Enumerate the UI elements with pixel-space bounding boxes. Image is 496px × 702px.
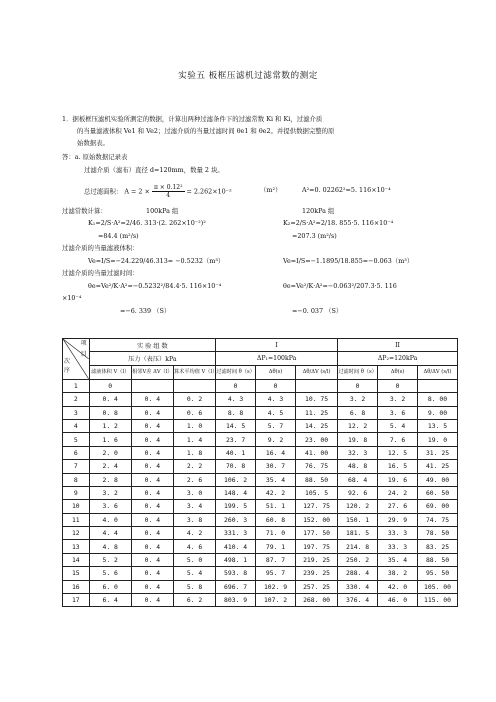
table-cell: 5. 8 [173, 580, 215, 593]
table-cell: 2. 6 [173, 473, 215, 486]
table-cell: 4. 4 [89, 527, 131, 540]
table-row [63, 393, 458, 406]
table-cell: 88. 50 [418, 553, 458, 566]
col-filtrate-volume: 滤液体积 V（l） [89, 365, 131, 379]
filter-cloth-info: 过滤介质（滤布）直径 d=120mm，数量 2 块。 [84, 166, 224, 174]
table-cell: 19. 0 [418, 433, 458, 446]
table-cell: 70. 8 [216, 460, 256, 473]
table-cell: 0. 4 [89, 393, 131, 406]
table-cell: 6. 2 [173, 594, 215, 607]
table-cell: 87. 7 [256, 553, 296, 566]
table-cell: 0. 4 [131, 567, 173, 580]
table-cell: 4. 8 [89, 540, 131, 553]
group2-label: 120kPa 组 [302, 207, 335, 215]
table-cell: 0. 4 [131, 419, 173, 432]
table-cell: 2. 0 [89, 446, 131, 459]
table-cell: 14 [63, 553, 90, 566]
col-average-volume: 算术平均值 V（l） [173, 365, 215, 379]
table-cell: 4 [63, 419, 90, 432]
table-cell: 12 [63, 527, 90, 540]
table-cell: 42. 0 [378, 580, 418, 593]
table-cell: 498. 1 [216, 553, 256, 566]
col-ratio-2: Δθ/ΔV (s/l) [418, 365, 458, 379]
table-cell: 32. 3 [338, 446, 378, 459]
table-cell: 5. 7 [256, 419, 296, 432]
table-cell: 1 [63, 379, 90, 392]
table-cell: 593. 8 [216, 567, 256, 580]
table-cell: 1. 4 [173, 433, 215, 446]
table-cell: 331. 3 [216, 527, 256, 540]
table-row [63, 419, 458, 432]
table-cell [131, 379, 173, 392]
table-cell: 78. 50 [418, 527, 458, 540]
area-lhs: A = 2 × [124, 187, 150, 196]
te2-result: =−0. 037 （S） [292, 307, 343, 315]
table-cell: 16 [63, 580, 90, 593]
col-dtime-1: Δθ(s) [256, 365, 296, 379]
k-calc-label: 过滤常数计算： [62, 207, 107, 215]
table-cell: 3. 6 [89, 500, 131, 513]
table-cell: 3 [63, 406, 90, 419]
table-cell [173, 379, 215, 392]
header-group-2: II [338, 339, 458, 352]
question-line-3: 始数据表。 [77, 139, 109, 147]
table-cell: 9. 00 [418, 406, 458, 419]
table-cell: 6. 0 [89, 580, 131, 593]
table-cell: 88. 50 [295, 473, 337, 486]
table-cell: 268. 00 [295, 594, 337, 607]
table-cell: 38. 2 [378, 567, 418, 580]
table-cell [418, 379, 458, 392]
table-cell: 376. 4 [338, 594, 378, 607]
table-cell: 0. 4 [131, 486, 173, 499]
table-cell: 23. 7 [216, 433, 256, 446]
table-row [63, 500, 458, 513]
table-cell: 181. 5 [338, 527, 378, 540]
k1-result: =84.4 (m²/s) [98, 232, 139, 240]
table-row [63, 513, 458, 526]
table-cell: 10. 75 [295, 393, 337, 406]
table-cell: 0. 4 [131, 433, 173, 446]
table-cell: 17 [63, 594, 90, 607]
table-cell: 3. 8 [173, 513, 215, 526]
table-cell: 410. 4 [216, 540, 256, 553]
table-cell: 33. 3 [378, 527, 418, 540]
table-cell: 803. 9 [216, 594, 256, 607]
table-cell: 13. 5 [418, 419, 458, 432]
table-cell: 41. 25 [418, 460, 458, 473]
area-fraction [152, 184, 185, 199]
table-cell: 0. 4 [131, 594, 173, 607]
table-cell: 5. 4 [173, 567, 215, 580]
table-cell: 330. 4 [338, 580, 378, 593]
header-seq-label-2: 序 [64, 367, 71, 374]
table-cell: 197. 75 [295, 540, 337, 553]
table-cell: 46. 0 [378, 594, 418, 607]
table-row [63, 473, 458, 486]
table-cell: 16. 5 [378, 460, 418, 473]
table-row [63, 433, 458, 446]
table-cell: 49. 00 [418, 473, 458, 486]
table-cell: 35. 4 [256, 473, 296, 486]
table-cell: 4. 2 [173, 527, 215, 540]
table-cell: 48. 8 [338, 460, 378, 473]
col-ratio-1: Δθ/ΔV (s/l) [295, 365, 337, 379]
table-cell: 0. 4 [131, 540, 173, 553]
area-squared: A²=0. 02262²=5. 116×10⁻⁴ [302, 186, 391, 194]
table-cell: 2. 2 [173, 460, 215, 473]
table-cell: 15 [63, 567, 90, 580]
table-cell: 7 [63, 460, 90, 473]
table-row [63, 540, 458, 553]
table-cell: 1. 6 [89, 433, 131, 446]
table-cell: 14. 5 [216, 419, 256, 432]
table-cell: 0. 4 [131, 513, 173, 526]
header-group-1: I [216, 339, 338, 352]
area-unit: （m²） [260, 186, 282, 194]
answer-heading: 答：a. 原始数据记录表 [62, 153, 128, 161]
table-cell: 30. 7 [256, 460, 296, 473]
table-cell: 0. 6 [173, 406, 215, 419]
table-cell: 4. 3 [256, 393, 296, 406]
col-time-2: 过滤时间 θ（s） [338, 365, 378, 379]
table-cell: 0. 4 [131, 473, 173, 486]
header-pressure-2: ΔP₂=120kPa [338, 352, 458, 365]
table-cell: 31. 25 [418, 446, 458, 459]
table-cell: 83. 25 [418, 540, 458, 553]
group1-label: 100kPa 组 [146, 207, 179, 215]
table-row [63, 406, 458, 419]
table-cell: 177. 50 [295, 527, 337, 540]
table-cell: 23. 00 [295, 433, 337, 446]
table-cell: 0 [89, 379, 131, 392]
table-cell: 6. 8 [338, 406, 378, 419]
te1-result: =−6. 339 （S） [120, 307, 171, 315]
table-cell: 260. 3 [216, 513, 256, 526]
table-cell: 0 [256, 379, 296, 392]
table-row [63, 580, 458, 593]
table-cell: 35. 4 [378, 553, 418, 566]
table-cell: 257. 25 [295, 580, 337, 593]
table-cell: 5. 0 [173, 553, 215, 566]
table-cell: 0 [216, 379, 256, 392]
table-cell: 120. 2 [338, 500, 378, 513]
ve2-formula: Ve=I/S=−1.1895/18.855=−0.063（m³） [283, 257, 414, 265]
table-cell: 148. 4 [216, 486, 256, 499]
header-experiment-groups: 实 验 组 数 [89, 339, 215, 352]
header-corner [63, 339, 90, 380]
table-cell: 6 [63, 446, 90, 459]
table-row [63, 460, 458, 473]
table-cell: 127. 75 [295, 500, 337, 513]
table-cell: 13 [63, 540, 90, 553]
header-eye-label: 目 [80, 351, 87, 358]
te1-formula: θe=Ve²/K·A²=−0.5232²/84.4·5. 116×10⁻⁴ [88, 282, 222, 290]
table-cell: 1. 2 [89, 419, 131, 432]
table-cell: 696. 7 [216, 580, 256, 593]
table-cell: 0. 4 [131, 393, 173, 406]
table-cell: 3. 2 [338, 393, 378, 406]
table-cell: 76. 75 [295, 460, 337, 473]
te-continuation: ×10⁻⁴ [62, 294, 82, 302]
area-fraction-num: π × 0.12² [153, 184, 183, 191]
col-time-1: 过滤时间 θ（s） [216, 365, 256, 379]
table-cell: 8. 8 [216, 406, 256, 419]
table-cell: 3. 6 [378, 406, 418, 419]
table-cell: 239. 25 [295, 567, 337, 580]
table-row [63, 379, 458, 392]
table-cell: 7. 6 [378, 433, 418, 446]
table-cell: 2. 8 [89, 473, 131, 486]
table-cell: 105. 5 [295, 486, 337, 499]
table-cell: 60. 50 [418, 486, 458, 499]
table-cell: 0. 4 [131, 446, 173, 459]
area-label: 总过滤面积： [84, 187, 123, 196]
table-cell: 92. 6 [338, 486, 378, 499]
table-cell: 71. 0 [256, 527, 296, 540]
ve-label: 过滤介质的当量滤液体积： [62, 244, 139, 252]
table-cell: 19. 8 [338, 433, 378, 446]
question-line-1: 1．据板框压滤机实验所测定的数据，计算出两种过滤条件下的过滤常数 Ki 和 Ki，过滤介质 [62, 115, 323, 123]
k1-formula: K₁=2/S·A²=2/46. 313·(2. 262×10⁻²)² [88, 219, 206, 227]
table-cell: 16. 4 [256, 446, 296, 459]
table-cell: 0. 4 [131, 527, 173, 540]
table-cell: 29. 9 [378, 513, 418, 526]
table-cell: 42. 2 [256, 486, 296, 499]
table-cell: 1. 8 [173, 446, 215, 459]
table-cell: 69. 00 [418, 500, 458, 513]
table-row [63, 567, 458, 580]
table-cell: 27. 6 [378, 500, 418, 513]
table-cell: 40. 1 [216, 446, 256, 459]
table-cell: 33. 3 [378, 540, 418, 553]
table-cell: 4. 6 [173, 540, 215, 553]
table-cell: 199. 5 [216, 500, 256, 513]
table-cell: 41. 00 [295, 446, 337, 459]
table-cell: 95. 7 [256, 567, 296, 580]
table-cell: 5. 2 [89, 553, 131, 566]
table-cell: 0. 4 [131, 406, 173, 419]
table-cell: 24. 2 [378, 486, 418, 499]
table-cell: 4. 5 [256, 406, 296, 419]
table-cell: 0 [338, 379, 378, 392]
table-cell: 3. 0 [173, 486, 215, 499]
table-row [63, 446, 458, 459]
table-cell: 2 [63, 393, 90, 406]
table-cell: 4. 3 [216, 393, 256, 406]
table-cell: 11 [63, 513, 90, 526]
table-cell: 10 [63, 500, 90, 513]
table-cell: 115. 00 [418, 594, 458, 607]
table-cell: 2. 4 [89, 460, 131, 473]
table-cell: 214. 8 [338, 540, 378, 553]
header-item-label: 项 [80, 340, 87, 347]
table-cell: 150. 1 [338, 513, 378, 526]
te2-formula: θe=Ve²/K·A²=−0.063²/207.3·5. 116 [283, 282, 397, 290]
table-cell: 5. 6 [89, 567, 131, 580]
table-cell: 3. 4 [173, 500, 215, 513]
table-cell: 8. 00 [418, 393, 458, 406]
table-cell: 51. 1 [256, 500, 296, 513]
table-cell: 12. 5 [378, 446, 418, 459]
table-row [63, 527, 458, 540]
table-cell: 5. 4 [378, 419, 418, 432]
header-pressure: 压力（表压）kPa [89, 352, 215, 365]
table-cell: 79. 1 [256, 540, 296, 553]
table-cell: 60. 8 [256, 513, 296, 526]
table-cell: 288. 4 [338, 567, 378, 580]
table-cell: 12. 2 [338, 419, 378, 432]
table-cell: 0 [378, 379, 418, 392]
k2-result: =207.3 (m²/s) [292, 232, 337, 240]
table-cell: 68. 4 [338, 473, 378, 486]
table-cell: 6. 4 [89, 594, 131, 607]
table-cell: 0. 4 [131, 580, 173, 593]
col-volume-diff: 相邻V差 ΔV（l） [131, 365, 173, 379]
te-label: 过滤介质的当量过滤时间： [62, 269, 139, 277]
table-cell: 0. 4 [131, 553, 173, 566]
page-title: 实验五 板框压滤机过滤常数的测定 [178, 71, 318, 81]
table-cell: 19. 6 [378, 473, 418, 486]
table-cell: 0. 2 [173, 393, 215, 406]
table-row [63, 594, 458, 607]
table-cell: 0. 4 [131, 460, 173, 473]
area-formula [84, 184, 232, 199]
header-pressure-1: ΔP₁=100kPa [216, 352, 338, 365]
table-cell: 250. 2 [338, 553, 378, 566]
table-cell: 219. 25 [295, 553, 337, 566]
question-line-2: 的当量滤液体积 Ve1 和 Ve2；过滤介质的当量过滤时间 θe1 和 θe2。并提供数据完整的原 [77, 127, 335, 135]
table-cell: 14. 25 [295, 419, 337, 432]
table-cell: 74. 75 [418, 513, 458, 526]
table-cell: 8 [63, 473, 90, 486]
area-rhs: = 2.262×10⁻² [186, 187, 232, 196]
table-cell: 0. 4 [131, 500, 173, 513]
table-cell: 1. 0 [173, 419, 215, 432]
header-seq-label-1: 次 [64, 358, 71, 365]
area-fraction-den: 4 [166, 192, 171, 199]
k2-formula: K₂=2/S·A²=2/18. 855·5. 116×10⁻⁴ [283, 219, 394, 227]
table-cell: 9. 2 [256, 433, 296, 446]
table-cell: 95. 50 [418, 567, 458, 580]
table-row [63, 553, 458, 566]
table-cell: 102. 9 [256, 580, 296, 593]
raw-data-table [62, 338, 458, 607]
table-cell: 4. 0 [89, 513, 131, 526]
table-cell: 152. 00 [295, 513, 337, 526]
table-cell: 9 [63, 486, 90, 499]
table-cell: 105. 00 [418, 580, 458, 593]
table-cell: 11. 25 [295, 406, 337, 419]
col-dtime-2: Δθ(s) [378, 365, 418, 379]
table-cell: 107. 2 [256, 594, 296, 607]
table-cell: 3. 2 [378, 393, 418, 406]
table-cell: 0. 8 [89, 406, 131, 419]
table-cell: 106. 2 [216, 473, 256, 486]
table-row [63, 486, 458, 499]
table-cell [295, 379, 337, 392]
table-cell: 3. 2 [89, 486, 131, 499]
ve1-formula: Ve=I/S=−24.229/46.313= −0.5232（m³） [88, 257, 225, 265]
table-cell: 5 [63, 433, 90, 446]
